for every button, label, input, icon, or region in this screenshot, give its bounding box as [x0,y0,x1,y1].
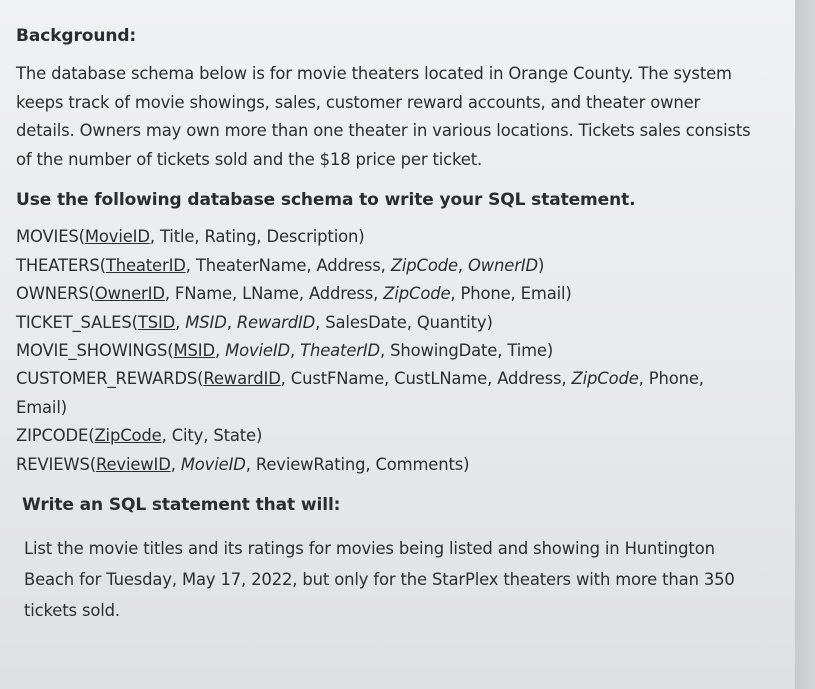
table-name: MOVIES( [16,227,85,247]
primary-key: RewardID [203,369,281,389]
separator: , [226,312,237,332]
schema-row-theaters [16,252,785,280]
attributes: , ReviewRating, Comments) [245,454,470,474]
table-name: THEATERS( [16,255,106,275]
separator: , [290,341,301,360]
attributes: , FName, LName, Address, [164,284,384,304]
schema-row-customer-rewards-continued: Email) [16,397,67,417]
schema-row-ticket-sales [16,309,785,337]
intro-line: The database schema below is for movie theaters located in Orange County. The system [16,64,732,83]
intro-line: of the number of tickets sold and the $18 price per ticket. [16,149,483,169]
foreign-key: RewardID [236,312,316,332]
task-heading: Write an SQL statement that will: [22,495,341,516]
separator: , [214,341,226,360]
schema-row-owners [16,280,785,308]
table-name: OWNERS( [16,284,95,304]
schema-row-movie-showings [16,337,785,365]
schema-list [16,223,785,479]
attributes: , Phone, Email) [450,284,572,304]
primary-key: MovieID [84,227,150,247]
primary-key: TheaterID [105,255,186,275]
table-name: REVIEWS( [16,454,96,474]
attributes: , ShowingDate, Time) [380,341,554,360]
foreign-key: TheaterID [300,341,381,360]
schema-row-movies [16,223,785,251]
intro-line: keeps track of movie showings, sales, customer reward accounts, and theater owner [16,92,701,112]
separator: , [457,255,469,275]
foreign-key: MovieID [180,454,246,474]
primary-key: ReviewID [95,454,171,474]
table-name: TICKET_SALES( [16,312,138,332]
intro-line: details. Owners may own more than one theater in various locations. Tickets sales consists [16,121,751,141]
foreign-key: ZipCode [571,369,639,389]
foreign-key: ZipCode [383,284,451,304]
task-line: List the movie titles and its ratings for movies being listed and showing in Huntington [24,539,715,559]
schema-row-zipcode [16,422,785,450]
attributes: , CustFName, CustLName, Address, [280,369,572,389]
table-name: ZIPCODE( [16,426,95,446]
primary-key: ZipCode [94,426,162,446]
separator: , [170,454,181,474]
attributes: , Title, Rating, Description) [149,227,365,247]
page-edge-strip [795,0,815,689]
foreign-key: OwnerID [468,255,538,275]
foreign-key: MSID [185,312,227,332]
table-name: MOVIE_SHOWINGS( [16,341,174,360]
primary-key: OwnerID [94,284,165,304]
attributes: , SalesDate, Quantity) [315,312,493,332]
attributes: ) [537,255,545,275]
schema-row-customer-rewards [16,365,785,393]
intro-paragraph [16,60,785,174]
attributes: , City, State) [161,426,263,446]
separator: , [175,312,186,332]
background-heading: Background: [16,26,137,46]
schema-row-reviews [16,451,785,479]
task-line: tickets sold. [24,601,120,621]
schema-heading: Use the following database schema to write your SQL statement. [16,190,636,211]
foreign-key: MovieID [225,341,290,360]
task-paragraph [24,533,785,626]
attributes: , TheaterName, Address, [185,255,391,275]
primary-key: MSID [173,341,215,360]
foreign-key: ZipCode [390,255,458,275]
task-line: Beach for Tuesday, May 17, 2022, but only for the StarPlex theaters with more than 350 [24,570,735,590]
attributes: , Phone, [638,369,704,389]
table-name: CUSTOMER_REWARDS( [16,369,204,389]
primary-key: TSID [137,312,176,332]
